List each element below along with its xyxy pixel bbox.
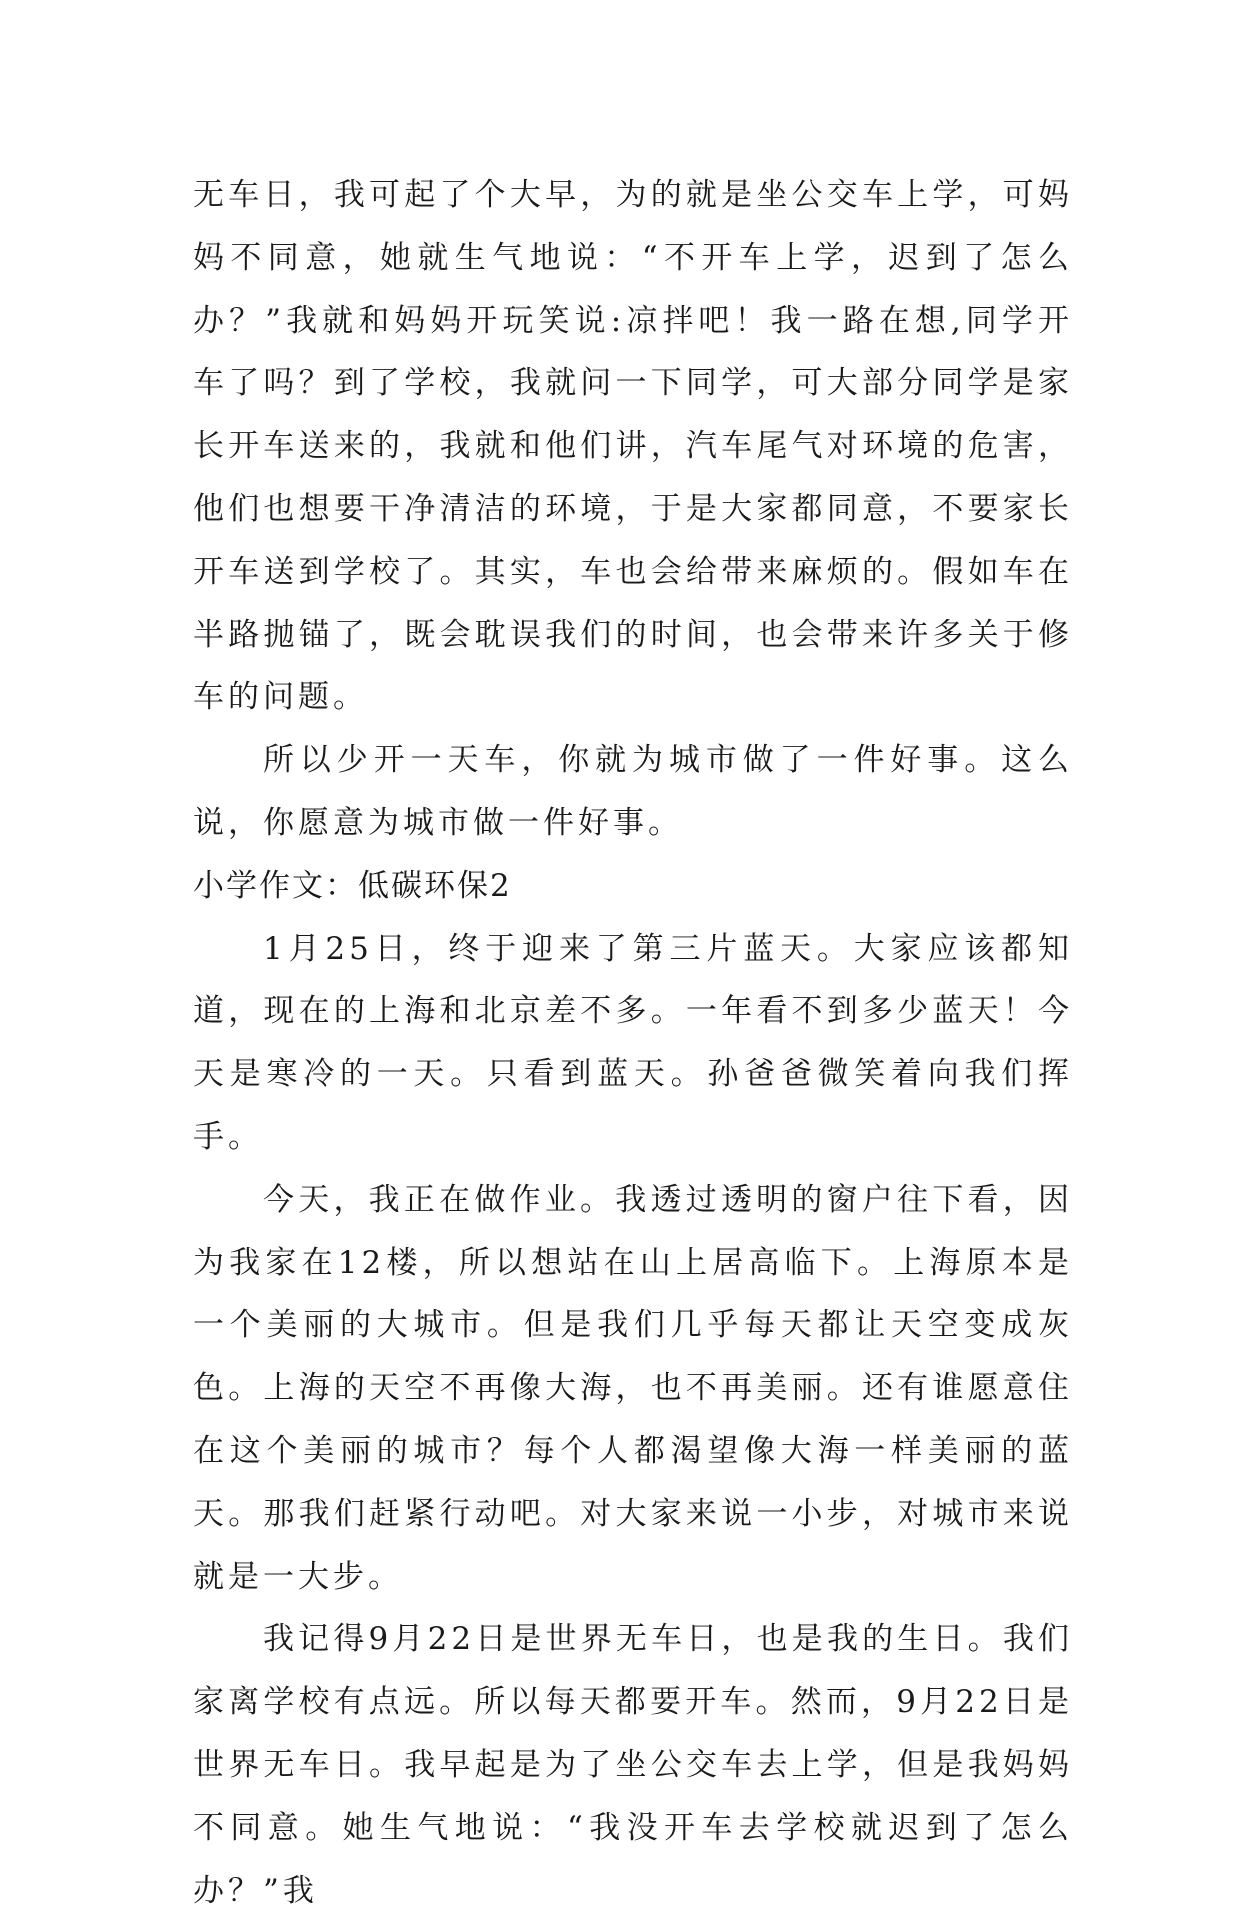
- paragraph-blue-sky: 1月25日，终于迎来了第三片蓝天。大家应该都知道，现在的上海和北京差不多。一年看不到多少蓝天！今天是寒冷的一天。只看到蓝天。孙爸爸微笑着向我们挥手。: [193, 930, 1073, 1155]
- paragraph-car-free-day: 我记得9月22日是世界无车日，也是我的生日。我们家离学校有点远。所以每天都要开车。然而，9月22日是世界无车日。我早起是为了坐公交车去上学，但是我妈妈不同意。她生气地说：“我没开车去学校就迟到了怎么办？”我: [193, 1621, 1073, 1909]
- paragraph-conclusion: 所以少开一天车，你就为城市做了一件好事。这么说，你愿意为城市做一件好事。: [193, 742, 1073, 841]
- essay-heading: 小学作文：低碳环保2: [193, 867, 512, 904]
- paragraph-homework: 今天，我正在做作业。我透过透明的窗户往下看，因为我家在12楼，所以想站在山上居高临下。上海原本是一个美丽的大城市。但是我们几乎每天都让天空变成灰色。上海的天空不再像大海，也不再美丽。还有谁愿意住在这个美丽的城市？每个人都渴望像大海一样美丽的蓝天。那我们赶紧行动吧。对大家来说一小步，对城市来说就是一大步。: [193, 1181, 1073, 1595]
- document-body: [193, 164, 1073, 1922]
- paragraph-continued: 无车日，我可起了个大早，为的就是坐公交车上学，可妈妈不同意，她就生气地说：“不开车上学，迟到了怎么办？”我就和妈妈开玩笑说:凉拌吧！我一路在想,同学开车了吗？到了学校，我就问一下同学，可大部分同学是家长开车送来的，我就和他们讲，汽车尾气对环境的危害，他们也想要干净清洁的环境，于是大家都同意，不要家长开车送到学校了。其实，车也会给带来麻烦的。假如车在半路抛锚了，既会耽误我们的时间，也会带来许多关于修车的问题。: [193, 177, 1073, 716]
